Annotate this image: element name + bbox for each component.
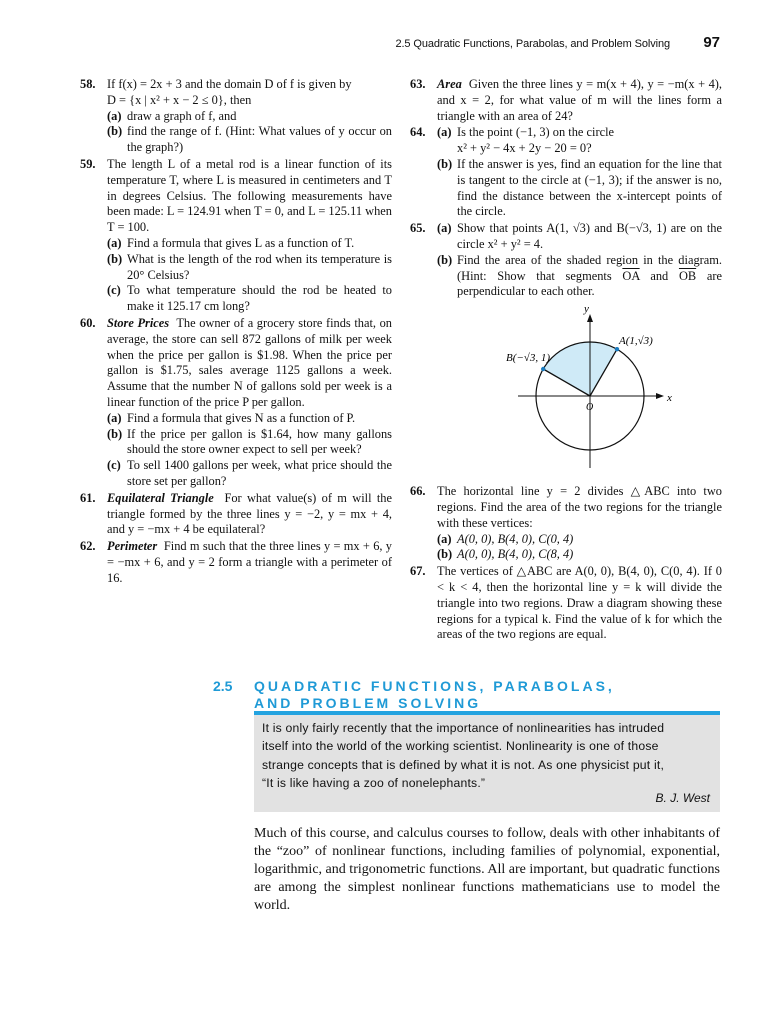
problem-65	[410, 221, 722, 300]
problem-stem: Perimeter Find m such that the three lines y = mx + 6, y = −mx + 6, and y = 2 form a triangle with a perimeter of 16.	[107, 539, 392, 585]
epigraph-box	[254, 711, 720, 812]
circle-diagram-svg	[410, 302, 722, 470]
section-number: 2.5	[213, 678, 233, 694]
y-axis-arrow-icon	[587, 314, 593, 322]
circle-diagram	[410, 302, 722, 470]
point-b	[541, 367, 545, 371]
problem-number: 63.	[410, 77, 426, 91]
problem-title: Equilateral Triangle	[107, 490, 214, 505]
problem-60	[80, 316, 392, 490]
y-axis-label: y	[584, 303, 589, 316]
problem-title: Store Prices	[107, 315, 170, 330]
problem-number: 66.	[410, 484, 426, 499]
problem-title: Perimeter	[107, 539, 158, 554]
problem-stem: Equilateral Triangle For what value(s) of m will the triangle formed by the three lines y = −2, y = mx + 4, and y = −mx + 4 be equilateral?	[107, 490, 392, 537]
problem-number: 62.	[80, 539, 96, 554]
point-a	[615, 347, 619, 351]
problem-number: 64.	[410, 125, 426, 140]
problem-61	[80, 491, 392, 538]
page-header	[0, 36, 768, 56]
problem-number: 58.	[80, 77, 96, 91]
epigraph-author: B. J. West	[655, 791, 710, 805]
problem-62	[80, 539, 392, 586]
part-a: (a) draw a graph of f, and	[107, 108, 237, 123]
part-a: (a) Show that points A(1, √3) and B(−√3, 1) are on the circle x² + y² = 4.	[437, 221, 722, 251]
section-title: QUADRATIC FUNCTIONS, PARABOLAS, AND PROBLEM SOLVING	[254, 678, 615, 711]
problem-58	[80, 77, 392, 156]
part-a: (a) Find a formula that gives N as a function of P.	[107, 410, 356, 425]
problem-stem: Area Given the three lines y = m(x + 4), y = −m(x + 4), and x = 2, for what value of m will the lines form a triangle with an area of 24?	[437, 77, 722, 123]
problem-number: 60.	[80, 315, 96, 330]
problem-59	[80, 157, 392, 315]
problem-number: 65.	[410, 221, 426, 236]
problem-64	[410, 125, 722, 220]
part-b: (b) If the price per gallon is $1.64, how many gallons should the store owner expect to sell per week?	[107, 426, 392, 457]
point-a-label: A(1,√3)	[619, 335, 653, 348]
part-c: (c) To sell 1400 gallons per week, what price should the store set per gallon?	[107, 458, 392, 488]
epigraph-text: It is only fairly recently that the importance of nonlinearities has intruded itself into the world of the working scientist. Nonlinearity is one of those strange concepts that is defined by what it is not. As one physicist put it, “It is like having a zoo of nonelephants.”	[262, 721, 665, 791]
problem-stem: Store Prices The owner of a grocery store finds that, on average, the store can sell 872 gallons of milk per week when the price per gallon is $1.98. When the price per gallon is $1.75, sales average 1125 gallons a week. Assume that the number N of gallons sold per week is a linear function of the price P per gallon.	[107, 315, 393, 409]
part-a: (a) Find a formula that gives L as a function of T.	[107, 235, 355, 250]
problem-66	[410, 484, 722, 563]
problem-stem: The horizontal line y = 2 divides △ABC into two regions. Find the area of the two regions for the triangle with these vertices:	[437, 484, 722, 530]
part-b: (b) find the range of f. (Hint: What values of y occur on the graph?)	[107, 124, 392, 155]
problem-stem: The vertices of △ABC are A(0, 0), B(4, 0), C(0, 4). If 0 < k < 4, then the horizontal line y = k will divide the triangle into two regions. Draw a diagram showing these regions for a typical k. Find the value of k for which the areas of the two regions are equal.	[437, 564, 722, 642]
left-column	[80, 77, 392, 588]
problem-title: Area	[437, 77, 462, 91]
problem-67	[410, 564, 722, 643]
part-b: (b) Find the area of the shaded region in the diagram. (Hint: Show that segments $\overline{OA}$ and $\overline{OB}$ are perpendicular to each other.	[437, 252, 722, 299]
problem-number: 59.	[80, 156, 96, 171]
problem-stem: D = {x | x² + x − 2 ≤ 0}, then	[107, 92, 252, 107]
x-axis-label: x	[667, 392, 672, 405]
segment-oa: $\overline{OA}$	[622, 268, 640, 283]
part-a: (a) Is the point (−1, 3) on the circle x² + y² − 4x + 2y − 20 = 0?	[437, 125, 615, 156]
point-b-label: B(−√3, 1)	[506, 352, 551, 365]
problem-number: 61.	[80, 490, 96, 505]
problem-63	[410, 77, 722, 124]
right-column	[410, 77, 722, 644]
problem-stem: If f(x) = 2x + 3 and the domain D of f is given by	[107, 77, 352, 91]
part-b: (b) What is the length of the rod when its temperature is 20° Celsius?	[107, 251, 392, 282]
problem-stem: The length L of a metal rod is a linear function of its temperature T, where L is measured in centimeters and T in degrees Celsius. The following measurements have been made: L = 124.91 when T = 0, and L = 125.11 when T = 100.	[107, 156, 392, 235]
intro-paragraph: Much of this course, and calculus courses to follow, deals with other inhabitants of the “zoo” of nonlinear functions, including families of polynomial, exponential, logarithmic, and trigonometric functions. All are important, but quadratic functions are among the simplest nonlinear functions mathematicians use to model the world.	[254, 826, 720, 913]
segment-ob: $\overline{OB}$	[678, 268, 697, 283]
part-b: (b) If the answer is yes, find an equation for the line that is tangent to the circle at (−1, 3); if the answer is no, find the distance between the x-intercept points of the circle.	[437, 156, 722, 219]
running-title: 2.5 Quadratic Functions, Parabolas, and Problem Solving	[395, 38, 670, 50]
origin-label: O	[586, 402, 594, 414]
problem-number: 67.	[410, 564, 426, 579]
part-c: (c) To what temperature should the rod be heated to make it 125.17 cm long?	[107, 283, 392, 314]
part-b: (b) A(0, 0), B(4, 0), C(8, 4)	[437, 547, 574, 562]
page-number: 97	[703, 34, 720, 51]
part-a: (a) A(0, 0), B(4, 0), C(0, 4)	[437, 531, 574, 546]
x-axis-arrow-icon	[656, 393, 664, 399]
